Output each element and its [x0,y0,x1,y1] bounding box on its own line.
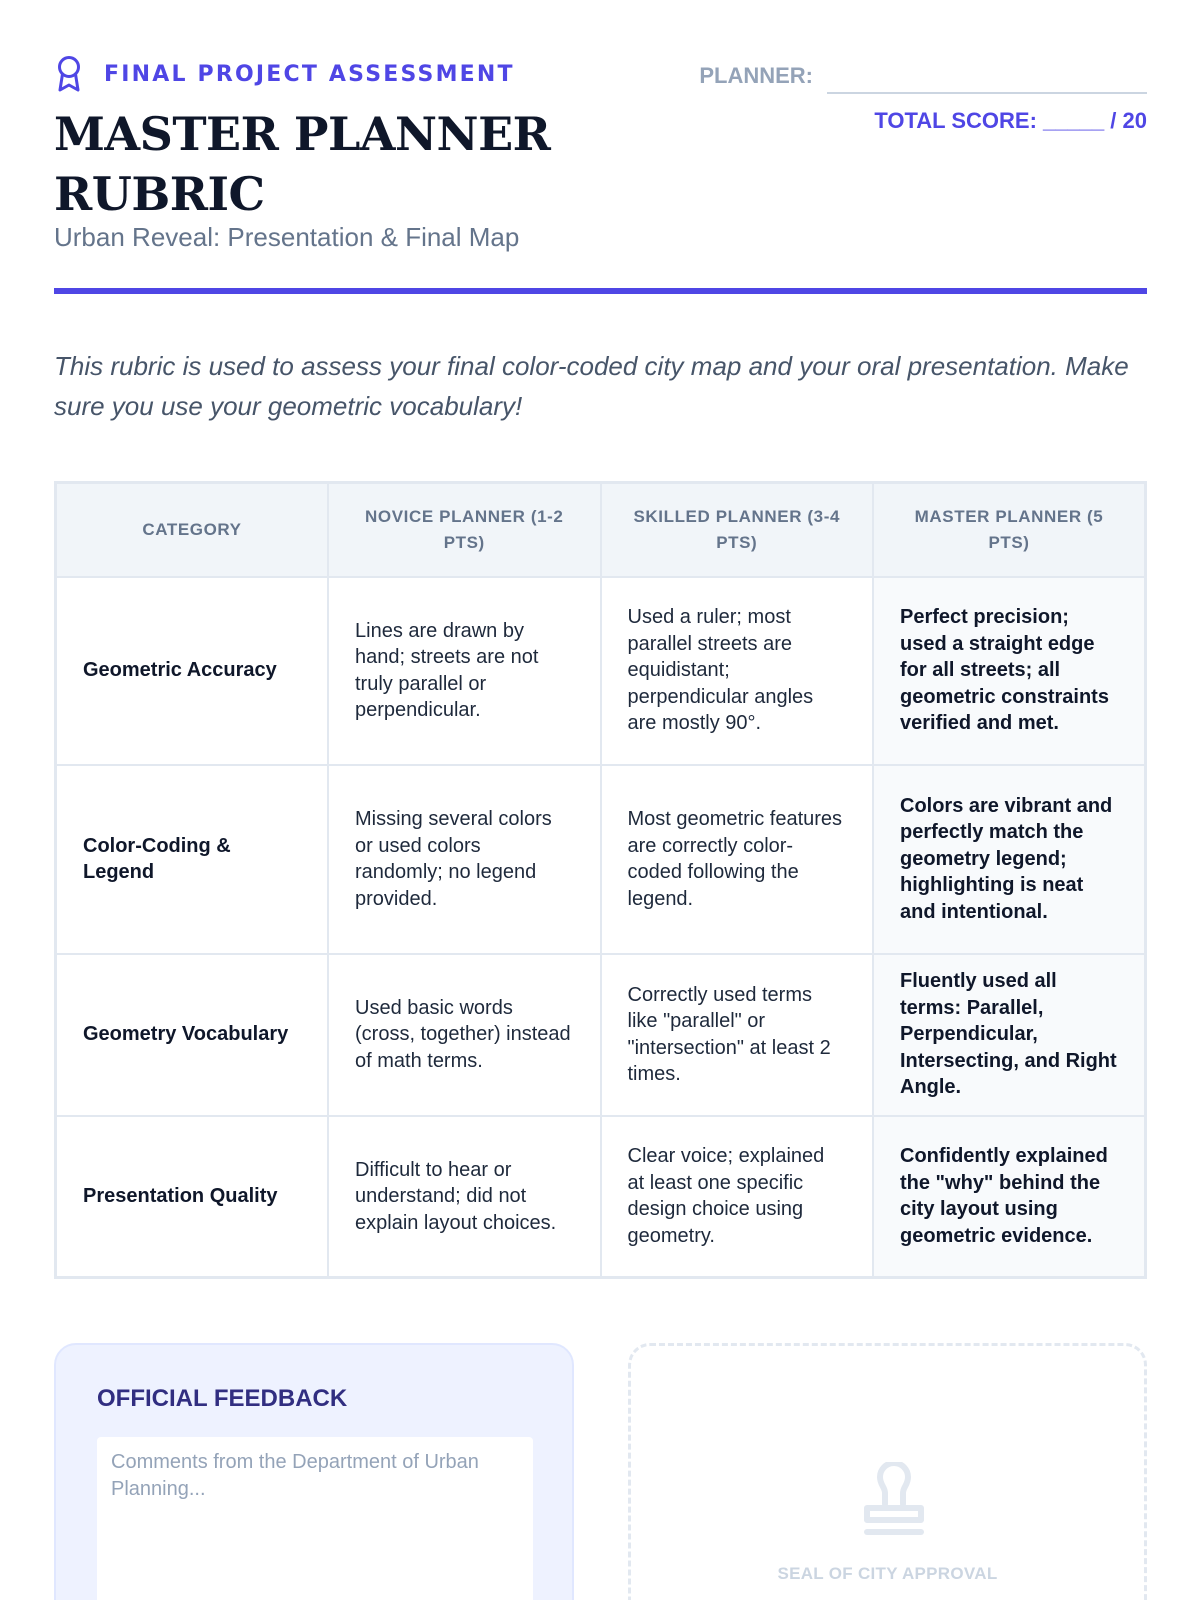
column-header-master: MASTER PLANNER (5 PTS) [873,483,1146,577]
category-cell: Geometric Accuracy [56,577,329,765]
table-row [56,954,1146,1116]
planner-label: PLANNER: [699,63,813,88]
seal-area [628,1343,1147,1600]
eyebrow [54,54,515,94]
eyebrow-text: FINAL PROJECT ASSESSMENT [104,61,515,87]
feedback-comments-field[interactable]: Comments from the Department of Urban Planning... [97,1437,533,1600]
rubric-header-row [56,483,1146,577]
skilled-cell: Used a ruler; most parallel streets are equidistant; perpendicular angles are mostly 90°. [601,577,874,765]
planner-field [699,54,1147,94]
column-header-skilled: SKILLED PLANNER (3-4 PTS) [601,483,874,577]
master-cell: Confidently explained the "why" behind the city layout using geometric evidence. [873,1116,1146,1278]
intro-text: This rubric is used to assess your final color-coded city map and your oral presentation. Make sure you use your geometric vocabulary! [54,351,1129,421]
novice-cell: Lines are drawn by hand; streets are not truly parallel or perpendicular. [328,577,601,765]
column-header-novice: NOVICE PLANNER (1-2 PTS) [328,483,601,577]
master-cell: Perfect precision; used a straight edge for all streets; all geometric constraints verified and met. [873,577,1146,765]
category-cell: Color-Coding & Legend [56,765,329,954]
award-ribbon-icon [54,54,84,94]
novice-cell: Missing several colors or used colors randomly; no legend provided. [328,765,601,954]
category-cell: Geometry Vocabulary [56,954,329,1116]
column-header-category: CATEGORY [56,483,329,577]
feedback-panel [54,1343,574,1600]
skilled-cell: Clear voice; explained at least one specific design choice using geometry. [601,1116,874,1278]
master-cell: Fluently used all terms: Parallel, Perpendicular, Intersecting, and Right Angle. [873,954,1146,1116]
header-divider [54,288,1147,294]
table-row [56,577,1146,765]
table-row [56,765,1146,954]
novice-cell: Used basic words (cross, together) instead of math terms. [328,954,601,1116]
planner-name-line[interactable] [827,54,1147,94]
total-score: TOTAL SCORE: _____ / 20 [874,108,1147,133]
novice-cell: Difficult to hear or understand; did not explain layout choices. [328,1116,601,1278]
feedback-title: OFFICIAL FEEDBACK [97,1385,348,1412]
seal-label: SEAL OF CITY APPROVAL [777,1564,998,1583]
page-header [54,54,1147,294]
skilled-cell: Most geometric features are correctly color-coded following the legend. [601,765,874,954]
skilled-cell: Correctly used terms like "parallel" or "intersection" at least 2 times. [601,954,874,1116]
rubric-table [54,481,1147,1279]
master-cell: Colors are vibrant and perfectly match the geometry legend; highlighting is neat and intentional. [873,765,1146,954]
page-subtitle: Urban Reveal: Presentation & Final Map [54,222,520,252]
page-title: MASTER PLANNER RUBRIC [54,107,551,221]
category-cell: Presentation Quality [56,1116,329,1278]
table-row [56,1116,1146,1278]
